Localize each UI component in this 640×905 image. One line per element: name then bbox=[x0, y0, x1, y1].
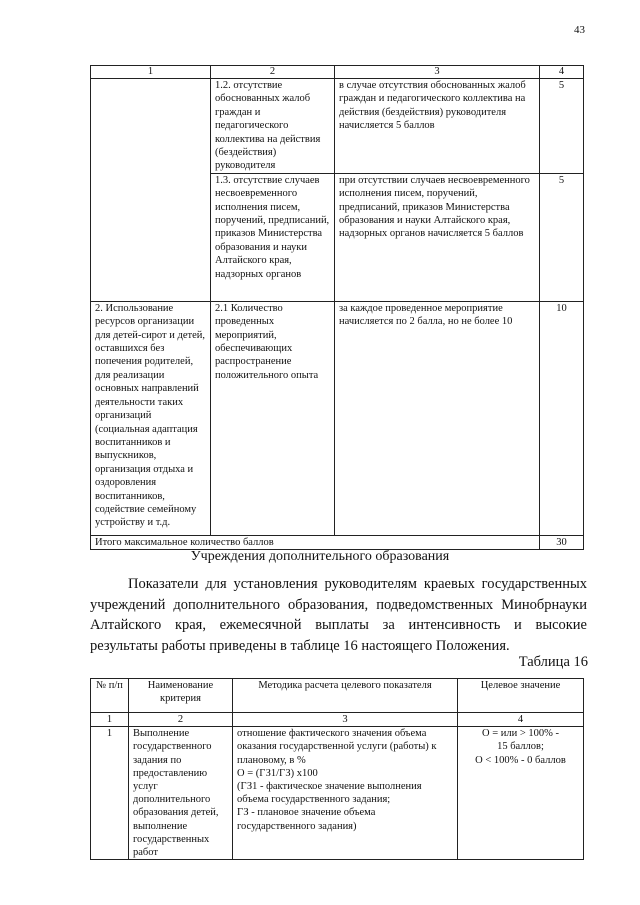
column-number-row bbox=[91, 66, 584, 79]
column-number: 2 bbox=[129, 713, 233, 727]
method-cell: в случае отсутствия обоснованных жалоб граждан и педагогического коллектива на действия (бездействия) руководителя начисляется 5 баллов bbox=[335, 79, 540, 174]
intro-paragraph: Показатели для установления руководителям краевых государственных учреждений дополнительного образования, подведомственных Минобрнауки Алтайского края, ежемесячной выплаты за интенсивность и высокие результаты работы приведены в таблице 16 настоящего Положения. bbox=[90, 576, 587, 654]
header-target: Целевое значение bbox=[458, 679, 584, 713]
header-row bbox=[91, 679, 584, 713]
row-number: 1 bbox=[91, 727, 129, 860]
column-number: 3 bbox=[233, 713, 458, 727]
table-row bbox=[91, 727, 584, 860]
header-method: Методика расчета целевого показателя bbox=[233, 679, 458, 713]
method-line: (ГЗ1 - фактическое значение выполнения объема государственного задания; bbox=[237, 781, 422, 806]
indicator-cell bbox=[91, 79, 211, 302]
column-number: 4 bbox=[540, 66, 584, 79]
column-number: 4 bbox=[458, 713, 584, 727]
criterion-cell: Выполнение государственного задания по предоставлению услуг дополнительного образования детей, выполнение государственных работ bbox=[129, 727, 233, 860]
table-label: Таблица 16 bbox=[518, 654, 588, 670]
page-number: 43 bbox=[574, 24, 585, 36]
method-cell bbox=[233, 727, 458, 860]
column-number-row bbox=[91, 713, 584, 727]
method-formula: О = (ГЗ1/ГЗ) х100 bbox=[237, 767, 318, 779]
total-value: 30 bbox=[540, 535, 584, 549]
target-line: 15 баллов; bbox=[497, 741, 544, 753]
criterion-cell: 2.1 Количество проведенных мероприятий, обеспечивающих распространение положительного опыта bbox=[211, 301, 335, 535]
section-title: Учреждения дополнительного образования bbox=[190, 549, 450, 564]
points-cell: 5 bbox=[540, 79, 584, 174]
method-cell: при отсутствии случаев несвоевременного исполнения писем, поручений, предписаний, приказов Министерства образования и науки Алтайского края, надзорных органов начисляется 5 баллов bbox=[335, 173, 540, 301]
target-line: О < 100% - 0 баллов bbox=[475, 754, 566, 766]
total-label: Итого максимальное количество баллов bbox=[91, 535, 540, 549]
column-number: 1 bbox=[91, 713, 129, 727]
column-number: 1 bbox=[91, 66, 211, 79]
table-16 bbox=[90, 678, 584, 860]
target-line: О = или > 100% - bbox=[481, 728, 560, 740]
method-cell: за каждое проведенное мероприятие начисляется по 2 балла, но не более 10 bbox=[335, 301, 540, 535]
target-cell bbox=[458, 727, 584, 860]
header-criterion: Наименование критерия bbox=[129, 679, 233, 713]
method-line: ГЗ - плановое значение объема государственного задания) bbox=[237, 807, 376, 832]
indicator-cell: 2. Использование ресурсов организации для детей-сирот и детей, оставшихся без попечения родителей, для реализации основных направлений деятельности таких организаций (социальная адаптация воспитанников и выпускников, организация отдыха и оздоровления воспитанников, содействие семейному устройству и т.д. bbox=[91, 301, 211, 535]
points-cell: 10 bbox=[540, 301, 584, 535]
header-number: № п/п bbox=[91, 679, 129, 713]
column-number: 2 bbox=[211, 66, 335, 79]
column-number: 3 bbox=[335, 66, 540, 79]
method-line: отношение фактического значения объема оказания государственной услуги (работы) к плановому, в % bbox=[237, 728, 437, 766]
table-row bbox=[91, 79, 584, 174]
points-cell: 5 bbox=[540, 173, 584, 301]
table-row bbox=[91, 301, 584, 535]
criterion-cell: 1.3. отсутствие случаев несвоевременного исполнения писем, поручений, предписаний, приказов Министерства образования и науки Алтайского края, надзорных органов bbox=[211, 173, 335, 301]
criterion-cell: 1.2. отсутствие обоснованных жалоб граждан и педагогического коллектива на действия (бездействия) руководителя bbox=[211, 79, 335, 174]
total-row bbox=[91, 535, 584, 549]
criteria-table-continued bbox=[90, 65, 584, 550]
